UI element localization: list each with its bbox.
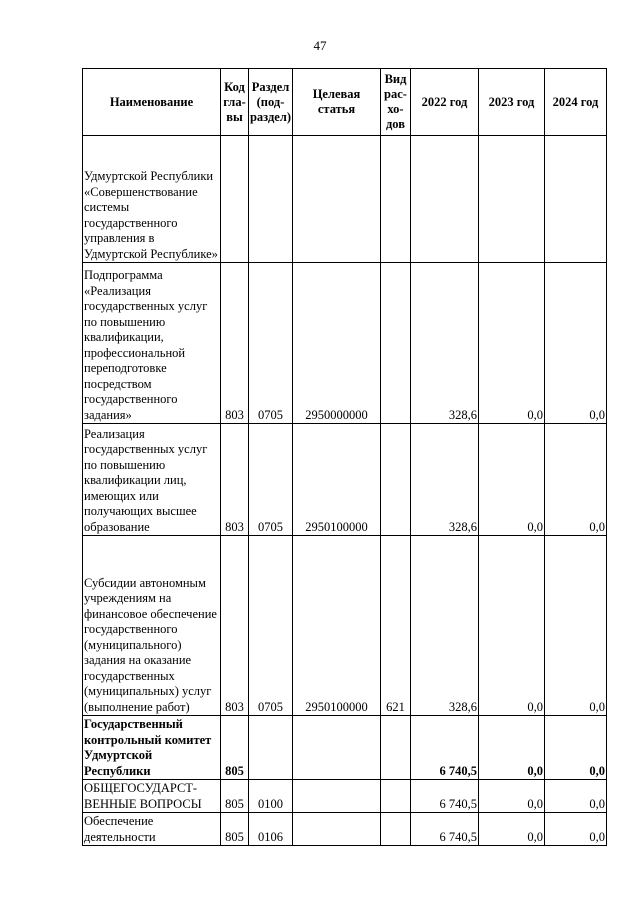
table-row (83, 536, 607, 716)
budget-table (82, 68, 607, 846)
row-name: Удмуртской Республики «Совершенствование системы государственного управления в Удмуртской Республике» (83, 136, 221, 263)
table-row (83, 780, 607, 813)
row-code: 805 (221, 813, 249, 846)
table-row (83, 263, 607, 424)
row-article (293, 716, 381, 780)
row-2024: 0,0 (545, 716, 607, 780)
row-2024: 0,0 (545, 536, 607, 716)
row-name: Государственный контрольный комитет Удмуртской Республики (83, 716, 221, 780)
row-code: 805 (221, 716, 249, 780)
table-row (83, 813, 607, 846)
row-article: 2950100000 (293, 424, 381, 536)
row-code: 805 (221, 780, 249, 813)
row-name: Реализация государственных услуг по повышению квалификации лиц, имеющих или получающих высшее образование (83, 424, 221, 536)
row-section: 0705 (249, 424, 293, 536)
row-type (381, 716, 411, 780)
row-2022: 328,6 (411, 424, 479, 536)
header-2024: 2024 год (545, 69, 607, 136)
header-row (83, 69, 607, 136)
row-2023: 0,0 (479, 716, 545, 780)
row-section: 0705 (249, 263, 293, 424)
row-2023: 0,0 (479, 263, 545, 424)
row-2022: 328,6 (411, 536, 479, 716)
row-code: 803 (221, 424, 249, 536)
row-2024 (545, 136, 607, 263)
row-type (381, 263, 411, 424)
row-type (381, 813, 411, 846)
row-2022: 328,6 (411, 263, 479, 424)
page-number: 47 (313, 38, 327, 53)
row-type (381, 780, 411, 813)
row-article: 2950100000 (293, 536, 381, 716)
header-name: Наименование (83, 69, 221, 136)
header-2023: 2023 год (479, 69, 545, 136)
row-2022 (411, 136, 479, 263)
row-section (249, 136, 293, 263)
header-expense-type: Вид рас-хо-дов (381, 69, 411, 136)
table-row (83, 424, 607, 536)
row-code: 803 (221, 536, 249, 716)
row-2024: 0,0 (545, 780, 607, 813)
header-2022: 2022 год (411, 69, 479, 136)
row-article (293, 813, 381, 846)
row-2023 (479, 136, 545, 263)
row-code: 803 (221, 263, 249, 424)
header-section: Раздел (под-раздел) (249, 69, 293, 136)
row-section: 0705 (249, 536, 293, 716)
row-section: 0100 (249, 780, 293, 813)
table-row (83, 136, 607, 263)
table-row (83, 716, 607, 780)
row-2023: 0,0 (479, 780, 545, 813)
header-target-article: Целевая статья (293, 69, 381, 136)
row-article (293, 780, 381, 813)
row-2023: 0,0 (479, 813, 545, 846)
row-2023: 0,0 (479, 536, 545, 716)
row-2022: 6 740,5 (411, 716, 479, 780)
row-name: ОБЩЕГОСУДАРСТ-ВЕННЫЕ ВОПРОСЫ (83, 780, 221, 813)
row-type (381, 136, 411, 263)
row-section (249, 716, 293, 780)
row-code (221, 136, 249, 263)
row-section: 0106 (249, 813, 293, 846)
row-article (293, 136, 381, 263)
row-2022: 6 740,5 (411, 780, 479, 813)
row-2022: 6 740,5 (411, 813, 479, 846)
row-type (381, 424, 411, 536)
row-2024: 0,0 (545, 263, 607, 424)
row-name: Субсидии автономным учреждениям на финансовое обеспечение государственного (муниципального) задания на оказание государственных (муниципальных) услуг (выполнение работ) (83, 536, 221, 716)
row-article: 2950000000 (293, 263, 381, 424)
row-2024: 0,0 (545, 424, 607, 536)
row-2024: 0,0 (545, 813, 607, 846)
row-name: Подпрограмма «Реализация государственных услуг по повышению квалификации, профессиональной переподготовке посредством государственного задания» (83, 263, 221, 424)
row-type: 621 (381, 536, 411, 716)
header-chapter-code: Код гла-вы (221, 69, 249, 136)
row-name: Обеспечение деятельности (83, 813, 221, 846)
row-2023: 0,0 (479, 424, 545, 536)
